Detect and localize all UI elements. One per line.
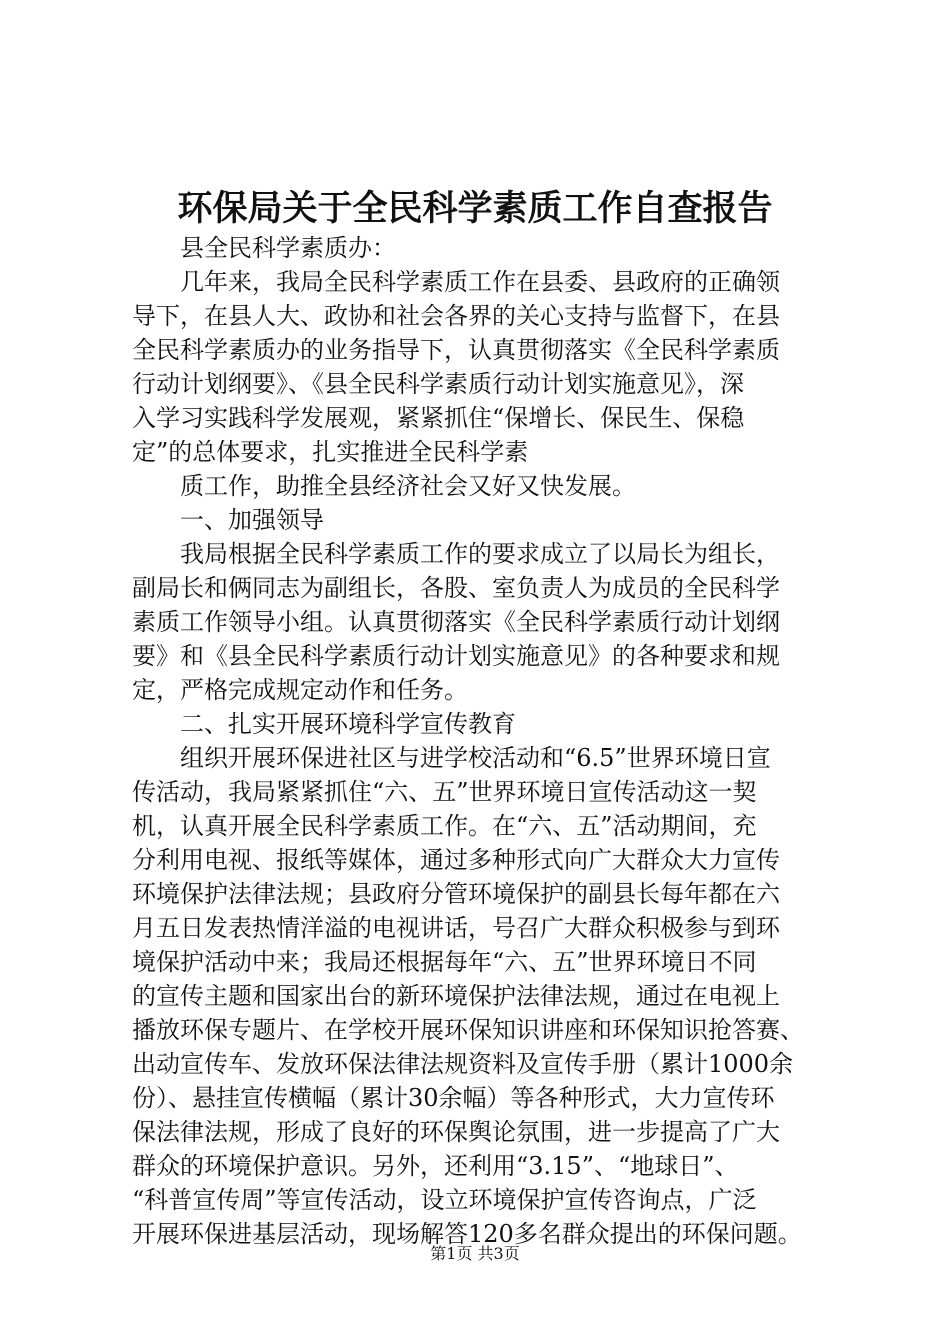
text-line: 副局长和俩同志为副组长，各股、室负责人为成员的全民科学: [132, 574, 780, 602]
text-line: 定，严格完成规定动作和任务。: [132, 676, 468, 704]
text-line: 境保护活动中来；我局还根据每年“六、五”世界环境日不同: [132, 948, 757, 976]
text-line: 导下，在县人大、政协和社会各界的关心支持与监督下，在县: [132, 302, 780, 330]
text-line: 定”的总体要求，扎实推进全民科学素: [132, 438, 529, 466]
text-line: 开展环保进基层活动，现场解答120多名群众提出的环保问题。: [132, 1220, 802, 1248]
text-line: 环境保护法律法规；县政府分管环境保护的副县长每年都在六: [132, 880, 780, 908]
text-line: 县全民科学素质办：: [180, 234, 396, 262]
text-line: 机，认真开展全民科学素质工作。在“六、五”活动期间，充: [132, 812, 757, 840]
text-line: 几年来，我局全民科学素质工作在县委、县政府的正确领: [180, 268, 780, 296]
text-line: 的宣传主题和国家出台的新环境保护法律法规，通过在电视上: [132, 982, 780, 1010]
text-line: 行动计划纲要》、《县全民科学素质行动计划实施意见》，深: [132, 370, 744, 398]
document-title: 环保局关于全民科学素质工作自查报告: [177, 188, 773, 229]
text-line: 保法律法规，形成了良好的环保舆论氛围，进一步提高了广大: [132, 1118, 780, 1146]
document-body: [132, 231, 832, 1251]
page-footer: 第1页 共3页: [430, 1244, 520, 1263]
text-line: 播放环保专题片、在学校开展环保知识讲座和环保知识抢答赛、: [132, 1016, 804, 1044]
text-line: 份）、悬挂宣传横幅（累计30余幅）等各种形式，大力宣传环: [132, 1084, 775, 1112]
text-line: 素质工作领导小组。认真贯彻落实《全民科学素质行动计划纲: [132, 608, 780, 636]
text-line: 群众的环境保护意识。另外，还利用“3.15”、“地球日”、: [132, 1152, 739, 1180]
text-line: “科普宣传周”等宣传活动，设立环境保护宣传咨询点，广泛: [132, 1186, 757, 1214]
text-line: 二、扎实开展环境科学宣传教育: [180, 710, 516, 738]
text-line: 出动宣传车、发放环保法律法规资料及宣传手册（累计1000余: [132, 1050, 794, 1078]
text-line: 一、加强领导: [180, 506, 324, 534]
text-line: 全民科学素质办的业务指导下，认真贯彻落实《全民科学素质: [132, 336, 780, 364]
text-line: 分利用电视、报纸等媒体，通过多种形式向广大群众大力宣传: [132, 846, 780, 874]
text-line: 组织开展环保进社区与进学校活动和“6.5”世界环境日宣: [180, 744, 771, 772]
text-line: 传活动，我局紧紧抓住“六、五”世界环境日宣传活动这一契: [132, 778, 757, 806]
text-line: 月五日发表热情洋溢的电视讲话，号召广大群众积极参与到环: [132, 914, 780, 942]
text-line: 我局根据全民科学素质工作的要求成立了以局长为组长，: [180, 540, 780, 568]
text-line: 入学习实践科学发展观，紧紧抓住“保增长、保民生、保稳: [132, 404, 745, 432]
text-line: 质工作，助推全县经济社会又好又快发展。: [180, 472, 636, 500]
text-line: 要》和《县全民科学素质行动计划实施意见》的各种要求和规: [132, 642, 780, 670]
